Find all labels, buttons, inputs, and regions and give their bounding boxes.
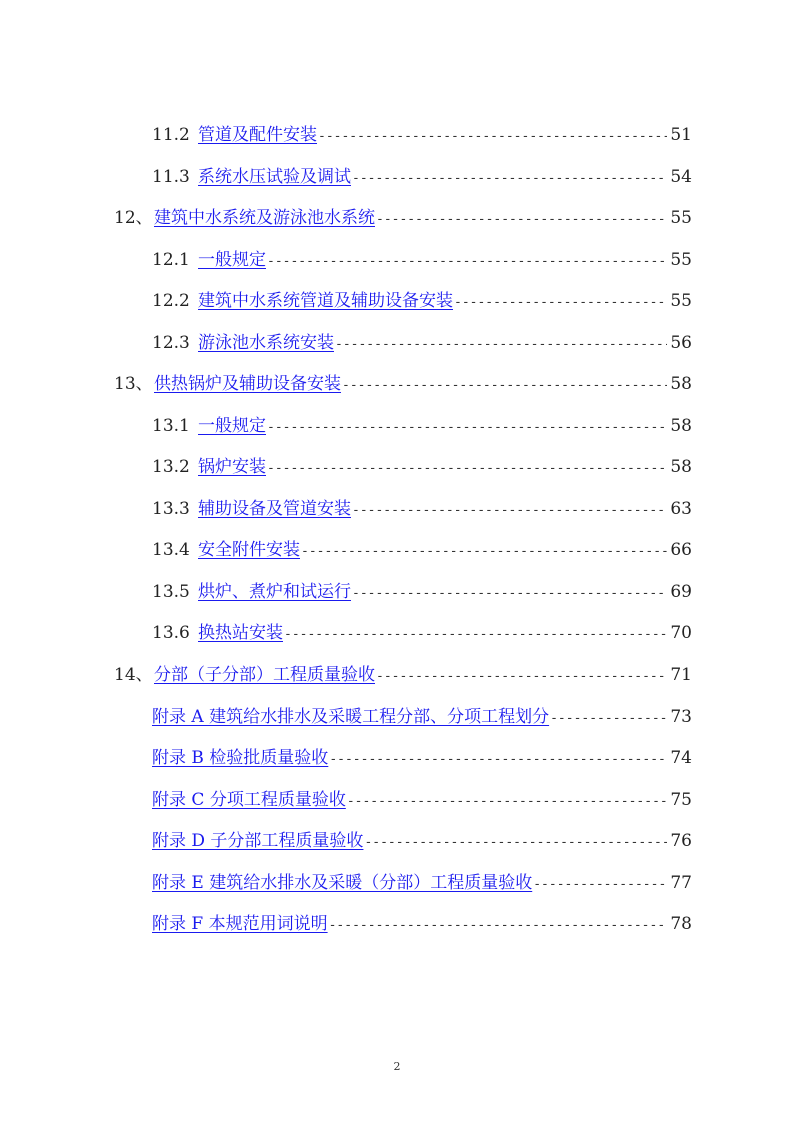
toc-leader-dashes — [267, 249, 667, 275]
toc-leader-dashes — [454, 290, 667, 316]
toc-entry-link[interactable]: 附录 C 分项工程质量验收 — [152, 790, 346, 810]
toc-leader-dashes — [376, 664, 667, 690]
toc-entry[interactable] — [152, 164, 692, 190]
toc-leader-dashes — [329, 913, 667, 939]
toc-entry-link[interactable]: 游泳池水系统安装 — [198, 333, 334, 353]
toc-leader-dashes — [335, 332, 667, 358]
toc-leader-dashes — [347, 789, 667, 815]
toc-entry-link[interactable]: 附录 D 子分部工程质量验收 — [152, 831, 364, 851]
toc-leader-dashes — [267, 415, 667, 441]
toc-entry-link[interactable]: 烘炉、煮炉和试运行 — [198, 582, 351, 602]
toc-entry[interactable] — [152, 828, 692, 854]
toc-entry-link[interactable]: 安全附件安装 — [198, 540, 300, 560]
toc-entry-page: 70 — [670, 623, 692, 643]
toc-entry-page: 55 — [670, 291, 692, 311]
toc-entry-link[interactable]: 附录 F 本规范用词说明 — [152, 914, 328, 934]
toc-entry-number: 12.1 — [152, 250, 190, 270]
toc-entry-number: 13.6 — [152, 623, 190, 643]
toc-entry-link[interactable]: 换热站安装 — [198, 623, 283, 643]
toc-entry[interactable] — [114, 371, 692, 397]
toc-entry-link[interactable]: 一般规定 — [198, 250, 266, 270]
toc-entry-page: 75 — [670, 790, 692, 810]
toc-entry-link[interactable]: 供热锅炉及辅助设备安装 — [154, 374, 341, 394]
toc-entry[interactable] — [152, 288, 692, 314]
toc-leader-dashes — [329, 747, 667, 773]
toc-entry-number: 12、 — [114, 208, 153, 228]
toc-entry-page: 54 — [670, 167, 692, 187]
toc-entry-number: 13.1 — [152, 416, 190, 436]
toc-leader-dashes — [352, 498, 667, 524]
toc-entry-link[interactable]: 附录 A 建筑给水排水及采暖工程分部、分项工程划分 — [152, 707, 550, 727]
toc-entry-number: 13.2 — [152, 457, 190, 477]
toc-entry-number: 14、 — [114, 665, 153, 685]
toc-entry-page: 55 — [670, 250, 692, 270]
toc-leader-dashes — [550, 706, 667, 732]
toc-leader-dashes — [364, 830, 667, 856]
toc-entry[interactable] — [152, 537, 692, 563]
toc-entry[interactable] — [152, 496, 692, 522]
toc-entry[interactable] — [152, 122, 692, 148]
toc-entry-number: 13、 — [114, 374, 153, 394]
toc-leader-dashes — [352, 166, 667, 192]
toc-entry[interactable] — [152, 579, 692, 605]
toc-entry-page: 78 — [670, 914, 692, 934]
toc-entry-page: 55 — [670, 208, 692, 228]
toc-entry-page: 69 — [670, 582, 692, 602]
toc-entry[interactable] — [152, 745, 692, 771]
toc-entry[interactable] — [152, 620, 692, 646]
toc-leader-dashes — [301, 539, 667, 565]
toc-entry-link[interactable]: 建筑中水系统管道及辅助设备安装 — [198, 291, 453, 311]
toc-leader-dashes — [284, 622, 667, 648]
toc-entry-page: 58 — [670, 374, 692, 394]
toc-entry[interactable] — [152, 911, 692, 937]
toc-entry-number: 11.2 — [152, 125, 190, 145]
toc-entry-link[interactable]: 管道及配件安装 — [198, 125, 317, 145]
toc-entry[interactable] — [152, 704, 692, 730]
toc-entry-page: 58 — [670, 457, 692, 477]
toc-entry-number: 13.5 — [152, 582, 190, 602]
toc-entry[interactable] — [152, 330, 692, 356]
toc-entry-link[interactable]: 建筑中水系统及游泳池水系统 — [154, 208, 375, 228]
toc-entry-link[interactable]: 一般规定 — [198, 416, 266, 436]
toc-entry-page: 58 — [670, 416, 692, 436]
page-number: 2 — [393, 1060, 401, 1073]
toc-entry-number: 11.3 — [152, 167, 190, 187]
toc-entry-page: 71 — [670, 665, 692, 685]
toc-leader-dashes — [342, 373, 667, 399]
toc-entry-link[interactable]: 附录 B 检验批质量验收 — [152, 748, 329, 768]
toc-entry-link[interactable]: 系统水压试验及调试 — [198, 167, 351, 187]
toc-leader-dashes — [376, 207, 667, 233]
toc-entry-number: 12.2 — [152, 291, 190, 311]
toc-entry-number: 12.3 — [152, 333, 190, 353]
toc-entry[interactable] — [114, 662, 692, 688]
toc-entry-page: 73 — [670, 707, 692, 727]
toc-entry-link[interactable]: 锅炉安装 — [198, 457, 266, 477]
toc-entry-link[interactable]: 分部（子分部）工程质量验收 — [154, 665, 375, 685]
toc-entry[interactable] — [152, 454, 692, 480]
toc-entry-page: 74 — [670, 748, 692, 768]
toc-leader-dashes — [352, 581, 667, 607]
toc-entry[interactable] — [152, 870, 692, 896]
toc-entry-page: 51 — [670, 125, 692, 145]
toc-leader-dashes — [533, 872, 667, 898]
toc-entry-number: 13.4 — [152, 540, 190, 560]
toc-entry-number: 13.3 — [152, 499, 190, 519]
toc-entry[interactable] — [114, 205, 692, 231]
toc-entry[interactable] — [152, 413, 692, 439]
toc-entry-page: 77 — [670, 873, 692, 893]
toc-entry-page: 63 — [670, 499, 692, 519]
toc-entry-page: 56 — [670, 333, 692, 353]
toc-entry-link[interactable]: 辅助设备及管道安装 — [198, 499, 351, 519]
toc-entry[interactable] — [152, 787, 692, 813]
toc-leader-dashes — [318, 124, 667, 150]
toc-entry-link[interactable]: 附录 E 建筑给水排水及采暖（分部）工程质量验收 — [152, 873, 533, 893]
toc-entry[interactable] — [152, 247, 692, 273]
toc-entry-page: 66 — [670, 540, 692, 560]
toc-entry-page: 76 — [670, 831, 692, 851]
toc-leader-dashes — [267, 456, 667, 482]
